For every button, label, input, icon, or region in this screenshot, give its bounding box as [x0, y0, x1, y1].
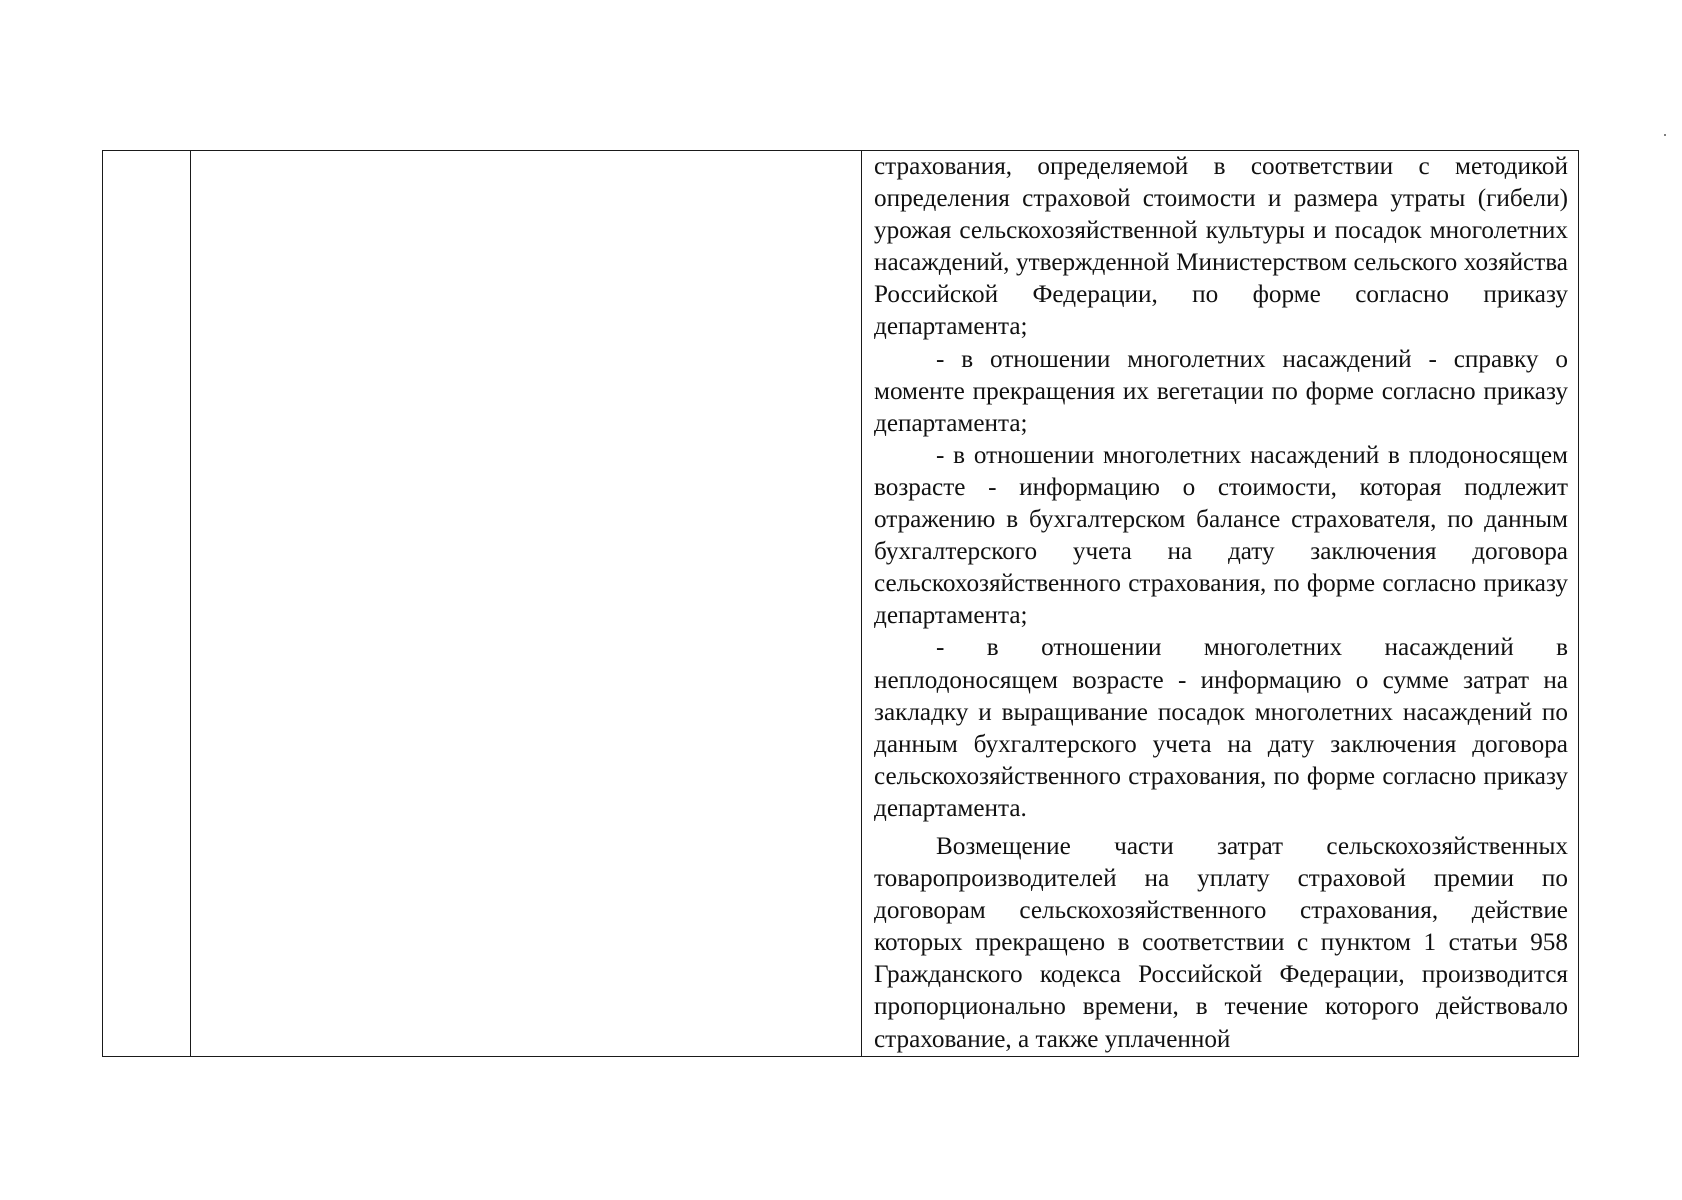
- paragraph-reimbursement: Возмещение части затрат сельскохозяйственных товаропроизводителей на уплату страховой премии по договорам сельскохозяйственного страхования, действие которых прекращено в соответствии с пунктом 1 статьи 958 Гражданского кодекса Российской Федерации, производится пропорционально времени, в течение которого действовало страхование, а также уплаченной: [874, 832, 1568, 1053]
- table-row: [103, 151, 1579, 1057]
- paragraph-vegetation-certificate: - в отношении многолетних насаждений - справку о моменте прекращения их вегетации по форме согласно приказу департамента;: [874, 345, 1568, 437]
- scan-speck: [1664, 134, 1666, 136]
- document-table: [102, 150, 1579, 1057]
- paragraph-non-fruiting-age: - в отношении многолетних насаждений в неплодоносящем возрасте - информацию о сумме затрат на закладку и выращивание посадок многолетних насаждений по данным бухгалтерского учета на дату заключения договора сельскохозяйственного страхования, по форме согласно приказу департамента.: [874, 634, 1568, 822]
- description-cell: [862, 151, 1579, 1057]
- paragraph-fruiting-age: - в отношении многолетних насаждений в плодоносящем возрасте - информацию о стоимости, которая подлежит отражению в бухгалтерском балансе страхователя, по данным бухгалтерского учета на дату заключения договора сельскохозяйственного страхования, по форме согласно приказу департамента;: [874, 441, 1568, 630]
- number-cell: [103, 151, 191, 1057]
- paragraph-insurance-cost: страхования, определяемой в соответствии с методикой определения страховой стоимости и размера утраты (гибели) урожая сельскохозяйственной культуры и посадок многолетних насаждений, утвержденной Министерством сельского хозяйства Российской Федерации, по форме согласно приказу департамента;: [874, 153, 1568, 341]
- name-cell: [191, 151, 862, 1057]
